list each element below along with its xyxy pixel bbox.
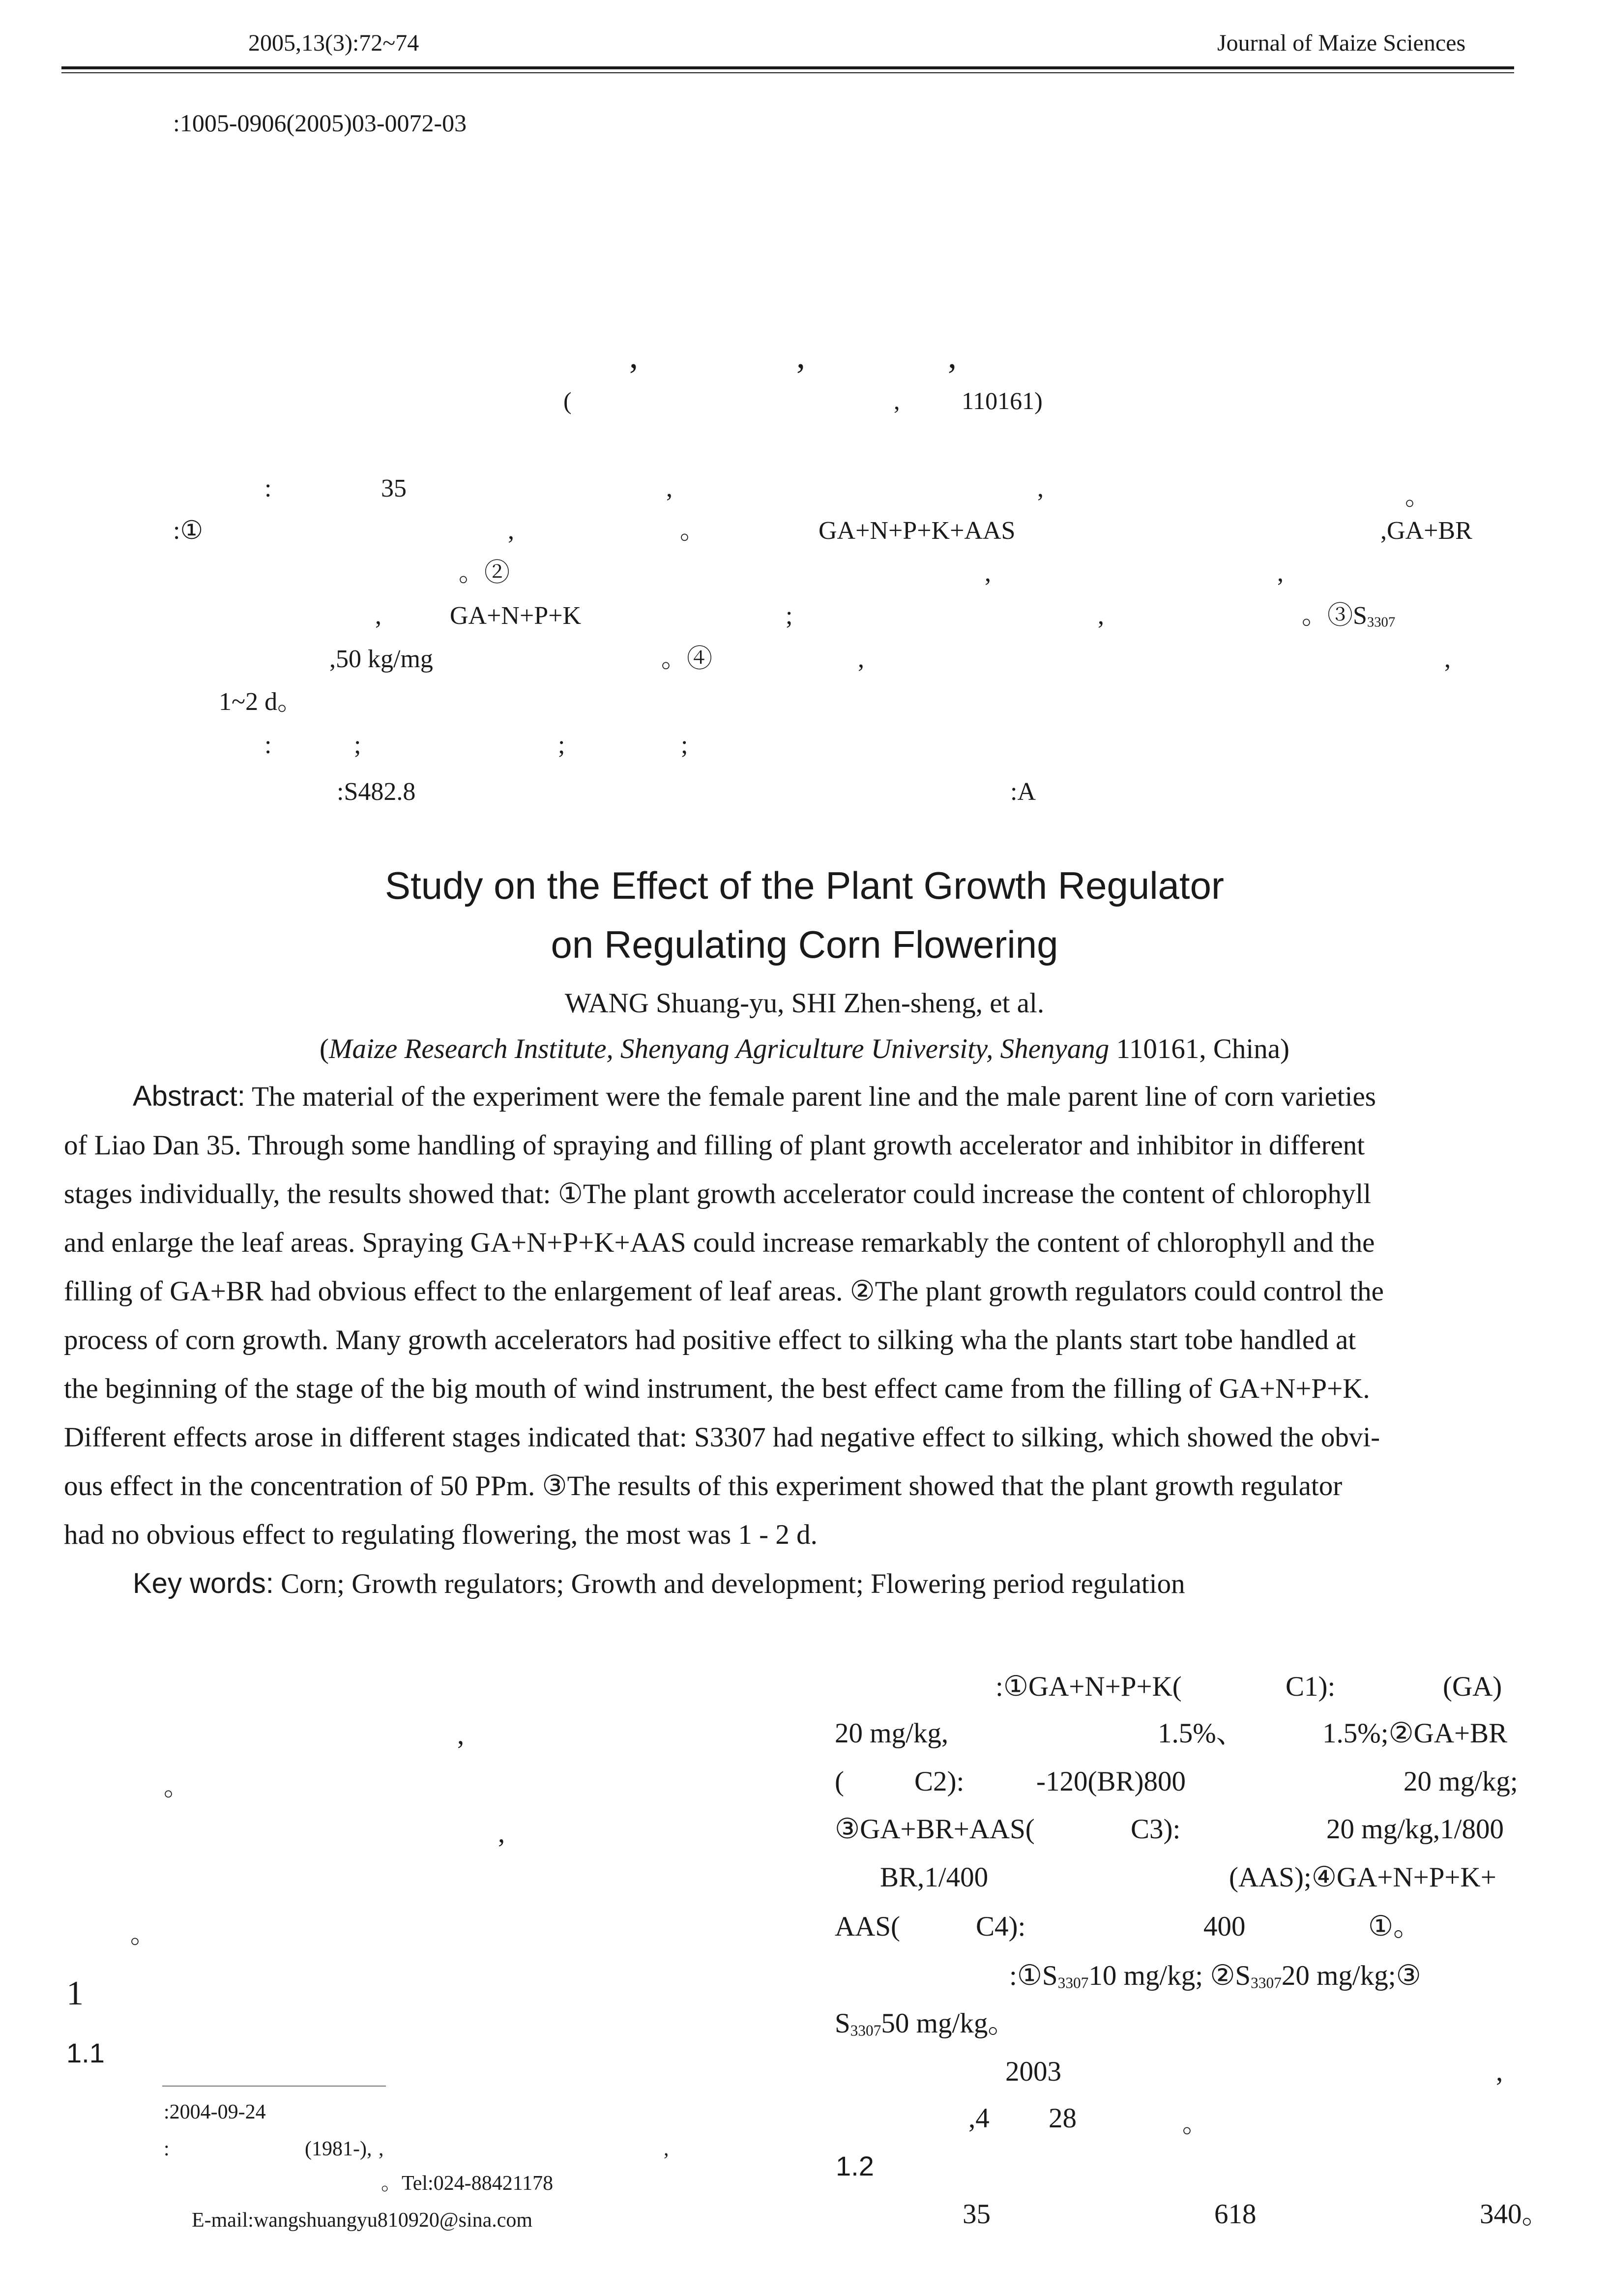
footnote-tel: 。Tel:024-88421178 xyxy=(381,2172,554,2195)
footnote-author: , xyxy=(664,2138,669,2160)
body-fragment: ①。 xyxy=(1368,1911,1422,1942)
cn-abstract-fragment: , xyxy=(375,602,381,630)
cn-abstract-fragment: 。④ xyxy=(661,645,713,673)
document-code: :A xyxy=(1010,778,1036,806)
abstract-line: ous effect in the concentration of 50 PPm. ③The results of this experiment showed that the plant growth regulator xyxy=(64,1471,1343,1501)
body-fragment: 20 mg/kg,1/800 xyxy=(1326,1814,1504,1845)
body-fragment: 35 xyxy=(963,2199,991,2230)
cn-affiliation-open: ( xyxy=(563,387,572,414)
footnote-received: :2004-09-24 xyxy=(164,2101,266,2123)
body-fragment: C3): xyxy=(1131,1814,1181,1845)
body-fragment: 1.5%、 xyxy=(1158,1718,1244,1749)
cn-abstract-fragment: 35 xyxy=(381,474,407,502)
footnote-author: : xyxy=(164,2138,170,2160)
cn-abstract-fragment: GA+N+P+K+AAS xyxy=(819,517,1016,545)
body-fragment: 340。 xyxy=(1480,2199,1550,2230)
cn-affiliation-postcode: 110161) xyxy=(962,387,1043,414)
english-affiliation: (Maize Research Institute, Shenyang Agriculture University, Shenyang 110161, China) xyxy=(320,1033,1289,1064)
abstract-line: of Liao Dan 35. Through some handling of spraying and filling of plant growth accelerator and inhibitor in different xyxy=(64,1130,1365,1161)
body-fragment: (AAS);④GA+N+P+K+ xyxy=(1229,1862,1496,1893)
cn-abstract-fragment: , xyxy=(1277,559,1284,587)
body-fragment: BR,1/400 xyxy=(880,1862,989,1893)
body-fragment: 28 xyxy=(1049,2103,1077,2134)
cn-author-separator: , xyxy=(948,336,957,376)
body-fragment: 1.5%;②GA+BR xyxy=(1322,1718,1508,1749)
cn-abstract-fragment: : xyxy=(264,474,272,502)
cn-abstract-fragment: ,50 kg/mg xyxy=(329,645,433,673)
cn-abstract-fragment: ; xyxy=(786,602,793,630)
body-fragment: ③GA+BR+AAS( xyxy=(835,1814,1035,1845)
section-heading-1-1: 1.1 xyxy=(66,2037,105,2068)
cn-abstract-fragment: , xyxy=(858,645,864,673)
cn-affiliation-comma: , xyxy=(894,387,900,414)
cn-keywords-fragment: ; xyxy=(681,731,688,759)
header-citation: 2005,13(3):72~74 xyxy=(248,30,419,56)
cn-abstract-fragment: 。$③S_{3307}$ xyxy=(1302,602,1396,630)
body-fragment: , xyxy=(457,1719,465,1750)
english-authors: WANG Shuang-yu, SHI Zhen-sheng, et al. xyxy=(564,988,1045,1019)
article-number: :1005-0906(2005)03-0072-03 xyxy=(173,109,467,137)
body-fragment: $S_{3307}50$ mg/kg。 xyxy=(835,2008,1016,2039)
cn-author-separator: , xyxy=(629,336,638,376)
english-keywords: Key words: Corn; Growth regulators; Growth and development; Flowering period regulation xyxy=(133,1567,1185,1599)
footnote-author: , xyxy=(379,2138,384,2160)
header-rule-thick xyxy=(61,66,1514,69)
cn-keywords-fragment: : xyxy=(264,731,272,759)
body-fragment: $:①S_{3307}10$ mg/kg; $②S_{3307}20$ mg/kg;③ xyxy=(1009,1960,1421,1992)
body-fragment: 20 mg/kg; xyxy=(1404,1766,1518,1797)
body-fragment: 。 xyxy=(130,1921,156,1949)
cn-abstract-fragment: 。② xyxy=(459,559,510,587)
abstract-line: Abstract: The material of the experiment were the female parent line and the male parent line of corn varieties xyxy=(133,1080,1376,1112)
body-fragment: AAS( xyxy=(835,1911,901,1942)
body-fragment: 618 xyxy=(1214,2199,1257,2230)
body-fragment: ( xyxy=(835,1766,844,1797)
body-fragment: ,4 xyxy=(968,2103,990,2134)
body-fragment: -120(BR)800 xyxy=(1036,1766,1186,1797)
body-fragment: C1): xyxy=(1286,1671,1336,1702)
body-fragment: C4): xyxy=(976,1911,1026,1942)
cn-abstract-fragment: , xyxy=(985,559,991,587)
body-fragment: , xyxy=(1496,2056,1503,2087)
cn-abstract-fragment: 。 xyxy=(1405,483,1431,511)
abstract-line: Different effects arose in different stages indicated that: S3307 had negative effect to silking, which showed the obvi- xyxy=(64,1422,1380,1453)
body-fragment: 400 xyxy=(1203,1911,1246,1942)
cn-abstract-fragment: , xyxy=(666,474,673,502)
english-title-line-1: Study on the Effect of the Plant Growth Regulator xyxy=(385,864,1224,907)
abstract-line: filling of GA+BR had obvious effect to the enlargement of leaf areas. ②The plant growth regulators could control the xyxy=(64,1276,1384,1307)
body-fragment: 。 xyxy=(164,1773,190,1801)
body-fragment: 20 mg/kg, xyxy=(835,1718,949,1749)
english-abstract xyxy=(64,1072,1514,1608)
cn-abstract-fragment: 。 xyxy=(680,517,706,545)
section-heading-1-2: 1.2 xyxy=(836,2150,874,2181)
footnote-rule xyxy=(162,2086,386,2087)
clc-number: :S482.8 xyxy=(337,778,416,806)
abstract-line: process of corn growth. Many growth accelerators had positive effect to silking wha the plants start tobe handled at xyxy=(64,1325,1356,1355)
abstract-line: the beginning of the stage of the big mouth of wind instrument, the best effect came from the filling of GA+N+P+K. xyxy=(64,1373,1370,1404)
cn-keywords-fragment: ; xyxy=(558,731,565,759)
footnote-email: E-mail:wangshuangyu810920@sina.com xyxy=(192,2209,533,2232)
body-fragment: C2): xyxy=(914,1766,965,1797)
cn-abstract-fragment: :① xyxy=(173,517,204,545)
body-fragment: :①GA+N+P+K( xyxy=(995,1671,1182,1702)
header-rule-thin xyxy=(61,72,1514,73)
cn-abstract-fragment: ,GA+BR xyxy=(1380,517,1472,545)
cn-abstract-fragment: , xyxy=(1098,602,1104,630)
footnote-author: (1981-), xyxy=(305,2138,372,2160)
cn-abstract-fragment: GA+N+P+K xyxy=(450,602,582,630)
cn-abstract-fragment: , xyxy=(508,517,514,545)
cn-author-separator: , xyxy=(796,336,805,376)
cn-abstract-fragment: , xyxy=(1037,474,1044,502)
abstract-line: and enlarge the leaf areas. Spraying GA+N+P+K+AAS could increase remarkably the content of chlorophyll and the xyxy=(64,1227,1375,1258)
abstract-line: stages individually, the results showed that: ①The plant growth accelerator could increase the content of chlorophyll xyxy=(64,1178,1372,1209)
body-fragment: (GA) xyxy=(1443,1671,1502,1702)
header-journal: Journal of Maize Sciences xyxy=(1217,30,1466,56)
body-fragment: 2003 xyxy=(1005,2056,1061,2087)
body-fragment: , xyxy=(498,1818,505,1849)
body-fragment: 。 xyxy=(1182,2110,1208,2138)
cn-abstract-fragment: , xyxy=(1444,645,1451,673)
abstract-line: had no obvious effect to regulating flowering, the most was 1 - 2 d. xyxy=(64,1519,818,1550)
section-heading-1: 1 xyxy=(66,1974,84,2012)
english-title-line-2: on Regulating Corn Flowering xyxy=(551,923,1058,966)
cn-abstract-fragment: 1~2 d。 xyxy=(219,688,303,716)
cn-keywords-fragment: ; xyxy=(354,731,361,759)
